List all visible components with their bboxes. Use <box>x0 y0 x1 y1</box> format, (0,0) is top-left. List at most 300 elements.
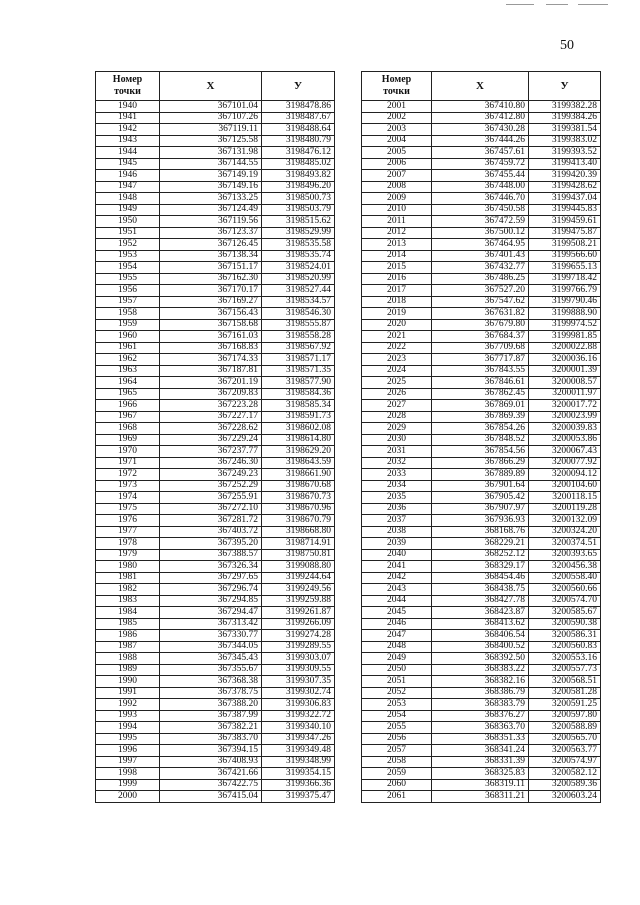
x-coordinate-cell: 367144.55 <box>160 158 262 170</box>
y-coordinate-cell: 3200563.77 <box>529 745 601 757</box>
x-coordinate-cell: 367631.82 <box>432 308 529 320</box>
point-number-cell: 1964 <box>96 377 160 389</box>
point-number-cell: 1954 <box>96 262 160 274</box>
point-number-cell: 1991 <box>96 687 160 699</box>
y-coordinate-cell: 3198488.64 <box>262 124 335 136</box>
point-number-cell: 2045 <box>362 607 432 619</box>
point-number-cell: 1959 <box>96 319 160 331</box>
point-number-cell: 2041 <box>362 561 432 573</box>
y-coordinate-cell: 3200568.51 <box>529 676 601 688</box>
x-coordinate-cell: 367444.26 <box>432 135 529 147</box>
table-row <box>362 377 601 389</box>
x-coordinate-cell: 367450.58 <box>432 204 529 216</box>
point-number-cell: 2009 <box>362 193 432 205</box>
y-coordinate-cell: 3199655.13 <box>529 262 601 274</box>
x-coordinate-cell: 367162.30 <box>160 273 262 285</box>
x-coordinate-cell: 367843.55 <box>432 365 529 377</box>
point-number-cell: 1950 <box>96 216 160 228</box>
x-coordinate-cell: 367395.20 <box>160 538 262 550</box>
y-coordinate-cell: 3198614.80 <box>262 434 335 446</box>
table-row <box>362 572 601 584</box>
y-coordinate-cell: 3198714.91 <box>262 538 335 550</box>
y-coordinate-cell: 3198670.73 <box>262 492 335 504</box>
x-coordinate-cell: 367161.03 <box>160 331 262 343</box>
x-coordinate-cell: 367709.68 <box>432 342 529 354</box>
table-row <box>362 308 601 320</box>
table-row <box>96 158 335 170</box>
point-number-cell: 1973 <box>96 480 160 492</box>
scan-marks <box>506 4 626 6</box>
y-coordinate-cell: 3199249.56 <box>262 584 335 596</box>
y-coordinate-cell: 3199383.02 <box>529 135 601 147</box>
y-coordinate-cell: 3200585.67 <box>529 607 601 619</box>
table-row <box>96 250 335 262</box>
y-coordinate-cell: 3198520.99 <box>262 273 335 285</box>
table-row <box>96 354 335 366</box>
y-coordinate-cell: 3200456.38 <box>529 561 601 573</box>
x-coordinate-cell: 367126.45 <box>160 239 262 251</box>
point-number-cell: 2001 <box>362 101 432 113</box>
x-coordinate-cell: 367119.56 <box>160 216 262 228</box>
point-number-cell: 1995 <box>96 733 160 745</box>
point-number-cell: 1949 <box>96 204 160 216</box>
table-row <box>96 181 335 193</box>
header-number-line1: Номер <box>112 74 143 85</box>
table-row <box>96 469 335 481</box>
x-coordinate-cell: 367408.93 <box>160 756 262 768</box>
point-number-cell: 1970 <box>96 446 160 458</box>
table-row <box>362 273 601 285</box>
x-coordinate-cell: 367854.56 <box>432 446 529 458</box>
x-coordinate-cell: 368382.16 <box>432 676 529 688</box>
point-number-cell: 1998 <box>96 768 160 780</box>
y-coordinate-cell: 3200589.36 <box>529 779 601 791</box>
point-number-cell: 2014 <box>362 250 432 262</box>
point-number-cell: 2049 <box>362 653 432 665</box>
point-number-cell: 2060 <box>362 779 432 791</box>
table-row <box>362 457 601 469</box>
x-coordinate-cell: 368168.76 <box>432 526 529 538</box>
y-coordinate-cell: 3199302.74 <box>262 687 335 699</box>
x-coordinate-cell: 367296.74 <box>160 584 262 596</box>
point-number-cell: 2053 <box>362 699 432 711</box>
table-row <box>96 768 335 780</box>
table-header-row <box>362 72 601 101</box>
x-coordinate-cell: 367107.26 <box>160 112 262 124</box>
x-coordinate-cell: 367869.39 <box>432 411 529 423</box>
table-row <box>362 239 601 251</box>
x-coordinate-cell: 367382.21 <box>160 722 262 734</box>
coordinates-table-right <box>361 71 601 803</box>
x-coordinate-cell: 367297.65 <box>160 572 262 584</box>
point-number-cell: 2057 <box>362 745 432 757</box>
x-coordinate-cell: 367149.19 <box>160 170 262 182</box>
point-number-cell: 1993 <box>96 710 160 722</box>
x-coordinate-cell: 367345.43 <box>160 653 262 665</box>
table-row <box>362 170 601 182</box>
point-number-cell: 1983 <box>96 595 160 607</box>
x-coordinate-cell: 367907.97 <box>432 503 529 515</box>
point-number-cell: 2050 <box>362 664 432 676</box>
y-coordinate-cell: 3199088.80 <box>262 561 335 573</box>
y-coordinate-cell: 3199475.87 <box>529 227 601 239</box>
table-row <box>362 147 601 159</box>
point-number-cell: 1979 <box>96 549 160 561</box>
y-coordinate-cell: 3199274.28 <box>262 630 335 642</box>
y-coordinate-cell: 3198503.79 <box>262 204 335 216</box>
y-coordinate-cell: 3200053.86 <box>529 434 601 446</box>
point-number-cell: 1976 <box>96 515 160 527</box>
y-coordinate-cell: 3199888.90 <box>529 308 601 320</box>
point-number-cell: 1989 <box>96 664 160 676</box>
x-coordinate-cell: 367901.64 <box>432 480 529 492</box>
point-number-cell: 2061 <box>362 791 432 803</box>
table-row <box>362 158 601 170</box>
x-coordinate-cell: 367403.72 <box>160 526 262 538</box>
table-row <box>362 434 601 446</box>
table-row <box>362 676 601 688</box>
table-row <box>362 538 601 550</box>
y-coordinate-cell: 3199790.46 <box>529 296 601 308</box>
table-row <box>362 250 601 262</box>
x-coordinate-cell: 367330.77 <box>160 630 262 642</box>
table-row <box>362 607 601 619</box>
y-coordinate-cell: 3200022.88 <box>529 342 601 354</box>
y-coordinate-cell: 3198480.79 <box>262 135 335 147</box>
y-coordinate-cell: 3198567.92 <box>262 342 335 354</box>
table-row <box>362 641 601 653</box>
x-coordinate-cell: 367170.17 <box>160 285 262 297</box>
x-coordinate-cell: 367854.26 <box>432 423 529 435</box>
x-coordinate-cell: 367464.95 <box>432 239 529 251</box>
table-row <box>362 135 601 147</box>
x-coordinate-cell: 367326.34 <box>160 561 262 573</box>
point-number-cell: 2002 <box>362 112 432 124</box>
y-coordinate-cell: 3199309.55 <box>262 664 335 676</box>
point-number-cell: 2022 <box>362 342 432 354</box>
header-number-line2: точки <box>383 86 410 97</box>
x-coordinate-cell: 367936.93 <box>432 515 529 527</box>
table-row <box>362 354 601 366</box>
point-number-cell: 2030 <box>362 434 432 446</box>
y-coordinate-cell: 3198478.86 <box>262 101 335 113</box>
x-coordinate-cell: 367313.42 <box>160 618 262 630</box>
table-row <box>96 285 335 297</box>
point-number-cell: 2000 <box>96 791 160 803</box>
point-number-cell: 1945 <box>96 158 160 170</box>
table-row <box>362 687 601 699</box>
point-number-cell: 2037 <box>362 515 432 527</box>
x-coordinate-cell: 367446.70 <box>432 193 529 205</box>
point-number-cell: 1953 <box>96 250 160 262</box>
x-coordinate-cell: 367158.68 <box>160 319 262 331</box>
y-coordinate-cell: 3198535.58 <box>262 239 335 251</box>
point-number-cell: 1977 <box>96 526 160 538</box>
table-row <box>96 457 335 469</box>
table-row <box>362 296 601 308</box>
table-row <box>362 112 601 124</box>
y-coordinate-cell: 3200036.16 <box>529 354 601 366</box>
y-coordinate-cell: 3198476.12 <box>262 147 335 159</box>
point-number-cell: 1992 <box>96 699 160 711</box>
y-coordinate-cell: 3198524.01 <box>262 262 335 274</box>
point-number-cell: 1986 <box>96 630 160 642</box>
table-row <box>96 400 335 412</box>
point-number-cell: 1948 <box>96 193 160 205</box>
table-row <box>362 388 601 400</box>
x-coordinate-cell: 367394.15 <box>160 745 262 757</box>
x-coordinate-cell: 367123.37 <box>160 227 262 239</box>
point-number-cell: 2017 <box>362 285 432 297</box>
table-row <box>96 503 335 515</box>
point-number-cell: 1966 <box>96 400 160 412</box>
table-row <box>96 492 335 504</box>
y-coordinate-cell: 3198668.80 <box>262 526 335 538</box>
y-coordinate-cell: 3199306.83 <box>262 699 335 711</box>
point-number-cell: 2033 <box>362 469 432 481</box>
x-coordinate-cell: 367281.72 <box>160 515 262 527</box>
y-coordinate-cell: 3200553.16 <box>529 653 601 665</box>
x-coordinate-cell: 367401.43 <box>432 250 529 262</box>
y-coordinate-cell: 3199384.26 <box>529 112 601 124</box>
x-coordinate-cell: 367168.83 <box>160 342 262 354</box>
y-coordinate-cell: 3200118.15 <box>529 492 601 504</box>
y-coordinate-cell: 3200565.70 <box>529 733 601 745</box>
point-number-cell: 1956 <box>96 285 160 297</box>
y-coordinate-cell: 3199381.54 <box>529 124 601 136</box>
x-coordinate-cell: 367378.75 <box>160 687 262 699</box>
y-coordinate-cell: 3198670.96 <box>262 503 335 515</box>
table-row <box>362 664 601 676</box>
x-coordinate-cell: 367388.20 <box>160 699 262 711</box>
x-coordinate-cell: 368427.78 <box>432 595 529 607</box>
point-number-cell: 1996 <box>96 745 160 757</box>
table-row <box>96 572 335 584</box>
table-row <box>96 423 335 435</box>
y-coordinate-cell: 3198577.90 <box>262 377 335 389</box>
y-coordinate-cell: 3200582.12 <box>529 768 601 780</box>
table-row <box>362 699 601 711</box>
point-number-cell: 2032 <box>362 457 432 469</box>
x-coordinate-cell: 367344.05 <box>160 641 262 653</box>
table-row <box>362 791 601 803</box>
point-number-cell: 1971 <box>96 457 160 469</box>
table-row <box>362 101 601 113</box>
x-coordinate-cell: 367246.30 <box>160 457 262 469</box>
table-row <box>362 331 601 343</box>
x-coordinate-cell: 367862.45 <box>432 388 529 400</box>
point-number-cell: 2036 <box>362 503 432 515</box>
x-coordinate-cell: 367138.34 <box>160 250 262 262</box>
table-row <box>96 388 335 400</box>
header-number-line2: точки <box>114 86 141 97</box>
y-coordinate-cell: 3198670.79 <box>262 515 335 527</box>
y-coordinate-cell: 3199322.72 <box>262 710 335 722</box>
column-header-x: X <box>432 72 529 101</box>
x-coordinate-cell: 368423.87 <box>432 607 529 619</box>
x-coordinate-cell: 368229.21 <box>432 538 529 550</box>
point-number-cell: 2044 <box>362 595 432 607</box>
table-row <box>362 595 601 607</box>
y-coordinate-cell: 3198500.73 <box>262 193 335 205</box>
y-coordinate-cell: 3199340.10 <box>262 722 335 734</box>
table-row <box>96 170 335 182</box>
table-row <box>362 733 601 745</box>
point-number-cell: 2056 <box>362 733 432 745</box>
table-row <box>96 377 335 389</box>
point-number-cell: 2043 <box>362 584 432 596</box>
y-coordinate-cell: 3200067.43 <box>529 446 601 458</box>
point-number-cell: 2051 <box>362 676 432 688</box>
point-number-cell: 2038 <box>362 526 432 538</box>
point-number-cell: 1940 <box>96 101 160 113</box>
x-coordinate-cell: 367368.38 <box>160 676 262 688</box>
table-row <box>96 319 335 331</box>
column-header-y: У <box>262 72 335 101</box>
y-coordinate-cell: 3200560.83 <box>529 641 601 653</box>
y-coordinate-cell: 3200039.83 <box>529 423 601 435</box>
table-row <box>96 434 335 446</box>
y-coordinate-cell: 3199974.52 <box>529 319 601 331</box>
table-row <box>362 503 601 515</box>
table-row <box>96 676 335 688</box>
x-coordinate-cell: 367201.19 <box>160 377 262 389</box>
x-coordinate-cell: 367846.61 <box>432 377 529 389</box>
table-row <box>96 308 335 320</box>
y-coordinate-cell: 3199347.26 <box>262 733 335 745</box>
point-number-cell: 2048 <box>362 641 432 653</box>
y-coordinate-cell: 3200017.72 <box>529 400 601 412</box>
x-coordinate-cell: 367547.62 <box>432 296 529 308</box>
table-row <box>362 756 601 768</box>
table-row <box>96 791 335 803</box>
column-header-number <box>362 72 432 101</box>
point-number-cell: 1947 <box>96 181 160 193</box>
table-row <box>362 745 601 757</box>
table-row <box>362 319 601 331</box>
y-coordinate-cell: 3200574.70 <box>529 595 601 607</box>
point-number-cell: 1961 <box>96 342 160 354</box>
point-number-cell: 1941 <box>96 112 160 124</box>
table-row <box>96 135 335 147</box>
point-number-cell: 1958 <box>96 308 160 320</box>
point-number-cell: 1975 <box>96 503 160 515</box>
y-coordinate-cell: 3198485.02 <box>262 158 335 170</box>
x-coordinate-cell: 367869.01 <box>432 400 529 412</box>
x-coordinate-cell: 367457.61 <box>432 147 529 159</box>
y-coordinate-cell: 3199303.07 <box>262 653 335 665</box>
y-coordinate-cell: 3200586.31 <box>529 630 601 642</box>
table-row <box>362 618 601 630</box>
table-row <box>96 216 335 228</box>
page-number: 50 <box>560 38 574 53</box>
x-coordinate-cell: 367227.17 <box>160 411 262 423</box>
point-number-cell: 1960 <box>96 331 160 343</box>
x-coordinate-cell: 367448.00 <box>432 181 529 193</box>
table-row <box>362 653 601 665</box>
table-row <box>96 653 335 665</box>
point-number-cell: 2019 <box>362 308 432 320</box>
point-number-cell: 2020 <box>362 319 432 331</box>
table-row <box>362 446 601 458</box>
point-number-cell: 1951 <box>96 227 160 239</box>
point-number-cell: 2054 <box>362 710 432 722</box>
x-coordinate-cell: 367174.33 <box>160 354 262 366</box>
x-coordinate-cell: 367124.49 <box>160 204 262 216</box>
y-coordinate-cell: 3198558.28 <box>262 331 335 343</box>
table-row <box>96 733 335 745</box>
x-coordinate-cell: 368351.33 <box>432 733 529 745</box>
x-coordinate-cell: 367131.98 <box>160 147 262 159</box>
point-number-cell: 1980 <box>96 561 160 573</box>
y-coordinate-cell: 3199244.64 <box>262 572 335 584</box>
x-coordinate-cell: 368386.79 <box>432 687 529 699</box>
x-coordinate-cell: 367149.16 <box>160 181 262 193</box>
table-row <box>362 227 601 239</box>
x-coordinate-cell: 368341.24 <box>432 745 529 757</box>
point-number-cell: 2008 <box>362 181 432 193</box>
point-number-cell: 2059 <box>362 768 432 780</box>
x-coordinate-cell: 367151.17 <box>160 262 262 274</box>
table-row <box>362 411 601 423</box>
x-coordinate-cell: 367905.42 <box>432 492 529 504</box>
x-coordinate-cell: 368400.52 <box>432 641 529 653</box>
point-number-cell: 1962 <box>96 354 160 366</box>
table-row <box>96 124 335 136</box>
point-number-cell: 2016 <box>362 273 432 285</box>
x-coordinate-cell: 367229.24 <box>160 434 262 446</box>
y-coordinate-cell: 3199437.04 <box>529 193 601 205</box>
x-coordinate-cell: 368325.83 <box>432 768 529 780</box>
x-coordinate-cell: 367866.29 <box>432 457 529 469</box>
table-row <box>362 365 601 377</box>
table-row <box>362 480 601 492</box>
point-number-cell: 2005 <box>362 147 432 159</box>
point-number-cell: 2023 <box>362 354 432 366</box>
y-coordinate-cell: 3199348.99 <box>262 756 335 768</box>
point-number-cell: 1946 <box>96 170 160 182</box>
y-coordinate-cell: 3199261.87 <box>262 607 335 619</box>
x-coordinate-cell: 367255.91 <box>160 492 262 504</box>
table-row <box>96 480 335 492</box>
point-number-cell: 2031 <box>362 446 432 458</box>
x-coordinate-cell: 367684.37 <box>432 331 529 343</box>
table-row <box>96 630 335 642</box>
x-coordinate-cell: 368383.22 <box>432 664 529 676</box>
point-number-cell: 2055 <box>362 722 432 734</box>
y-coordinate-cell: 3198487.67 <box>262 112 335 124</box>
table-row <box>96 262 335 274</box>
table-row <box>362 216 601 228</box>
point-number-cell: 2015 <box>362 262 432 274</box>
table-row <box>96 204 335 216</box>
y-coordinate-cell: 3199354.15 <box>262 768 335 780</box>
table-row <box>96 664 335 676</box>
point-number-cell: 2039 <box>362 538 432 550</box>
column-header-number <box>96 72 160 101</box>
y-coordinate-cell: 3200132.09 <box>529 515 601 527</box>
table-row <box>96 365 335 377</box>
point-number-cell: 2035 <box>362 492 432 504</box>
point-number-cell: 1982 <box>96 584 160 596</box>
x-coordinate-cell: 368329.17 <box>432 561 529 573</box>
y-coordinate-cell: 3199349.48 <box>262 745 335 757</box>
y-coordinate-cell: 3199307.35 <box>262 676 335 688</box>
table-row <box>96 607 335 619</box>
point-number-cell: 2024 <box>362 365 432 377</box>
x-coordinate-cell: 367388.57 <box>160 549 262 561</box>
coordinates-table-left <box>95 71 335 803</box>
